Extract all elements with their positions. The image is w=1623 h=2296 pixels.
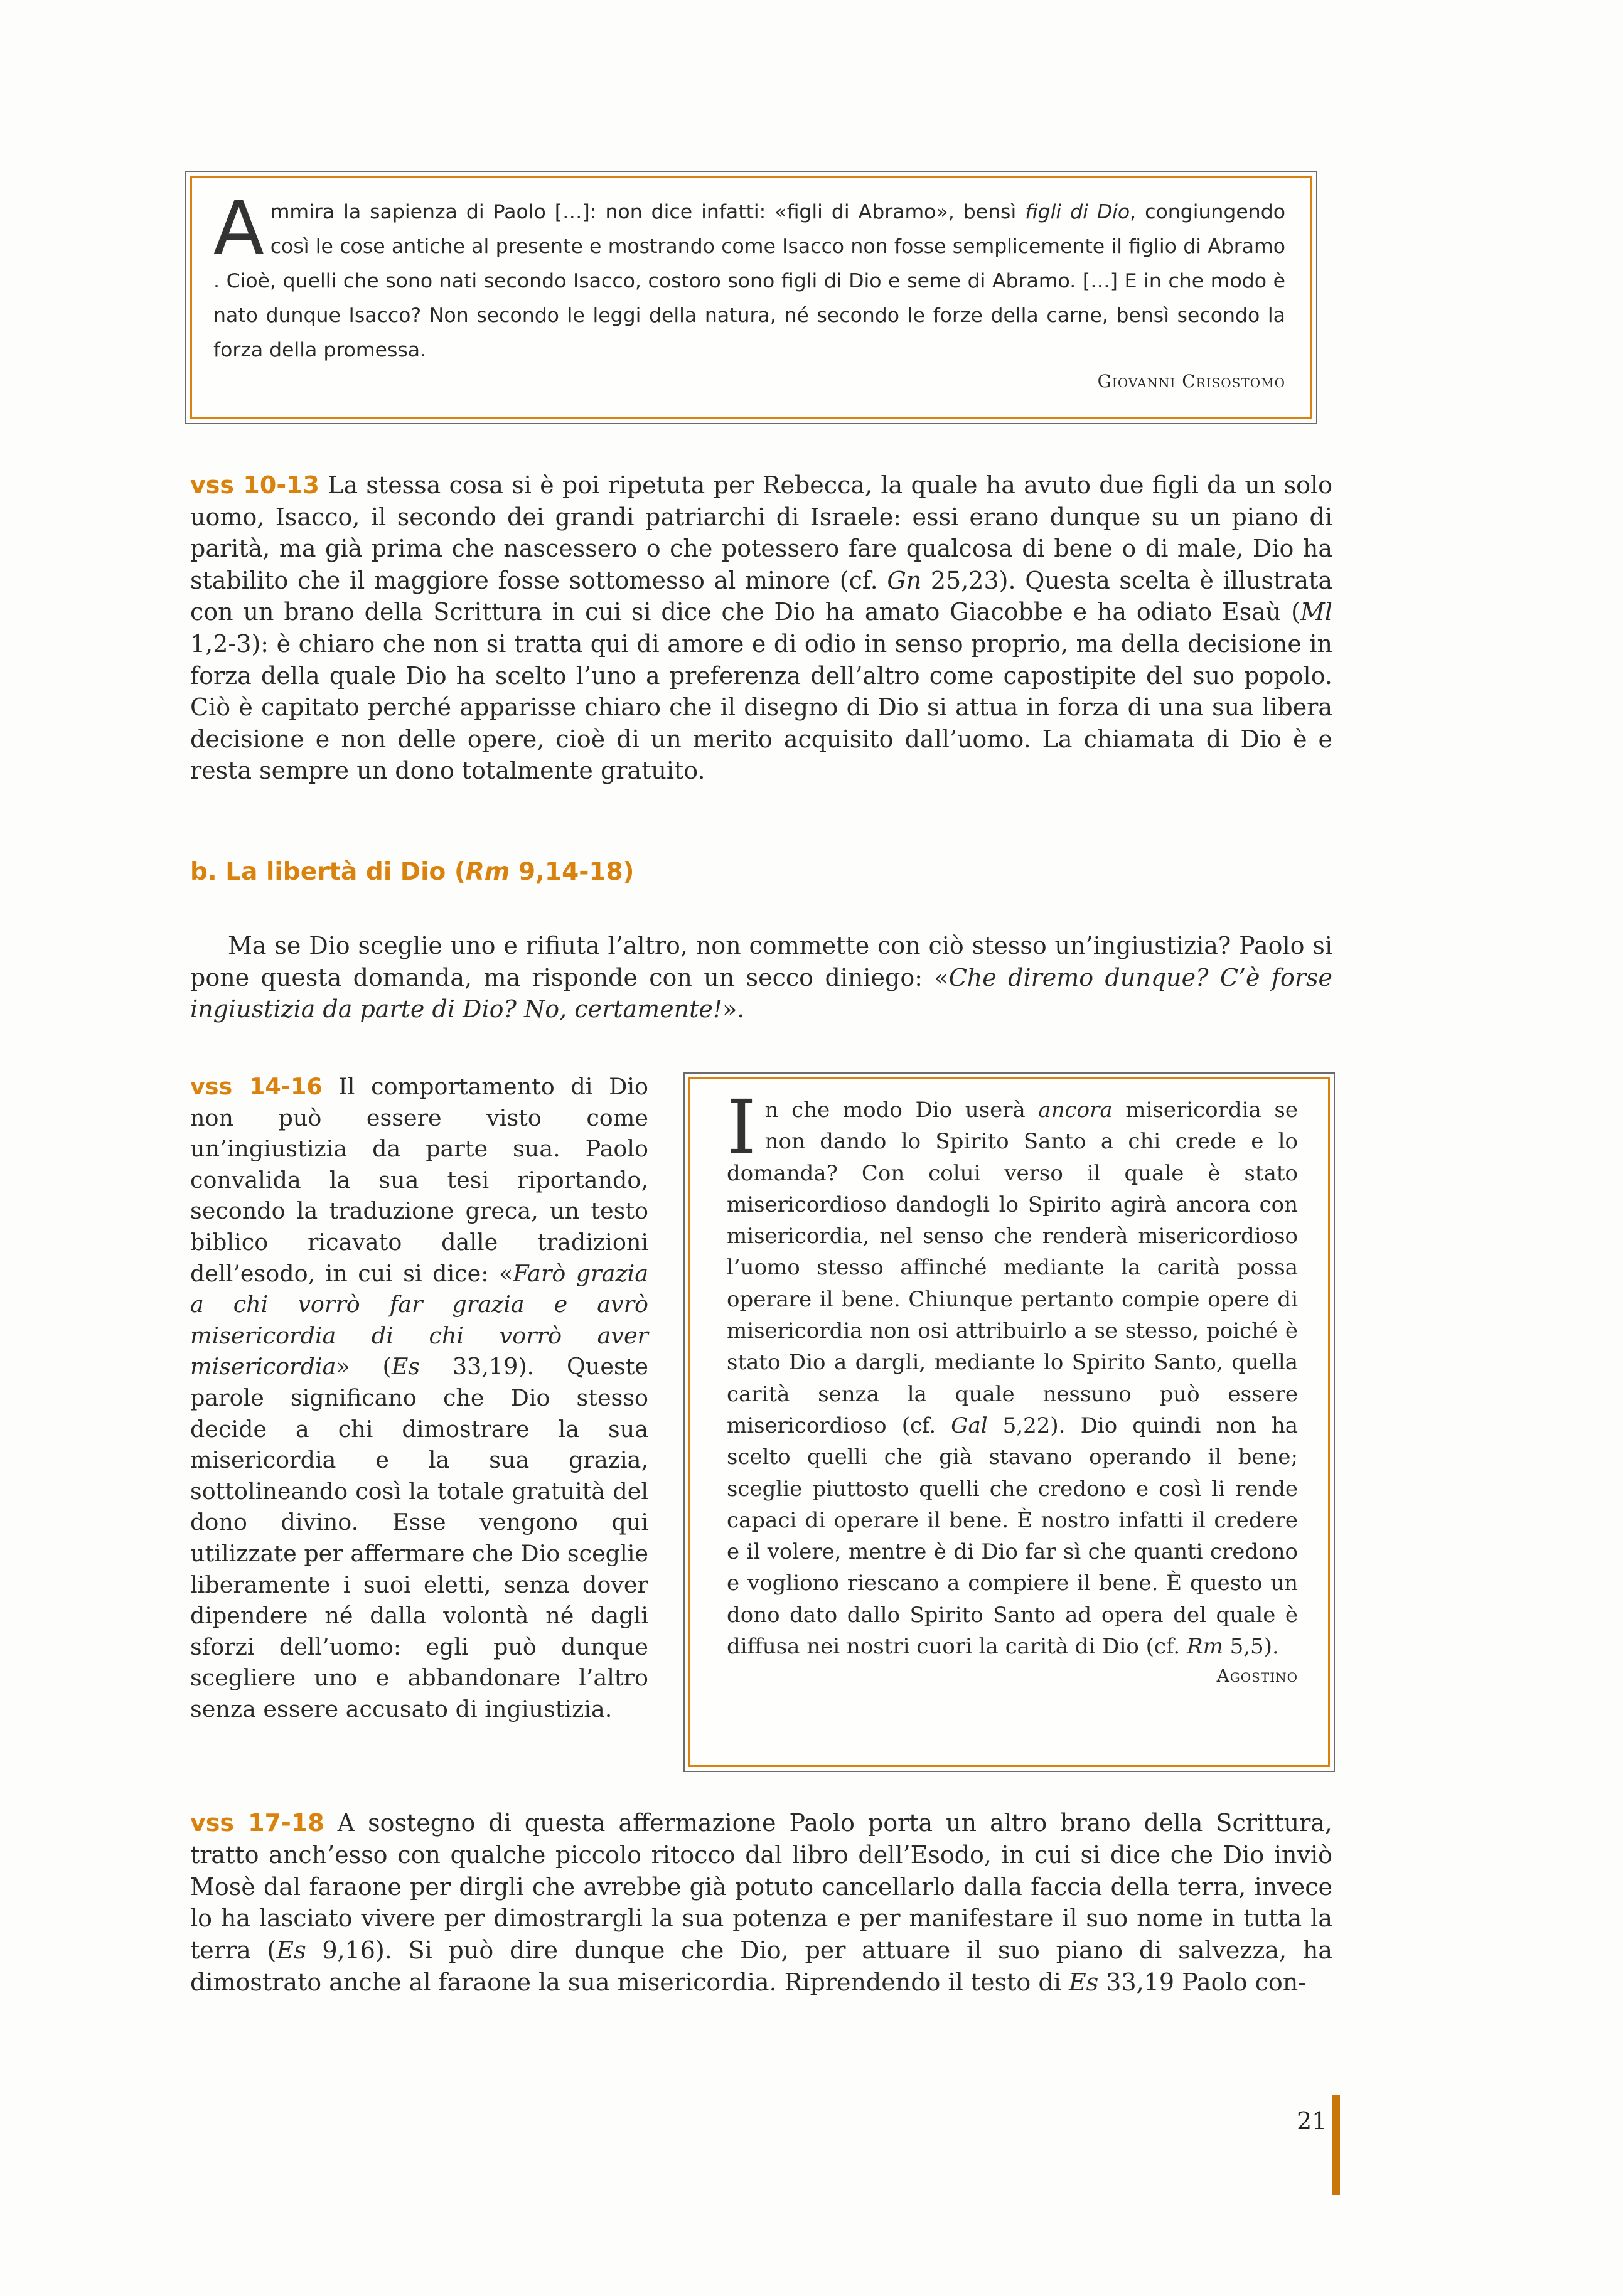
verse-text-14-16: Il comportamento di Dio non può essere visto come un’ingiustizia da parte sua. Paolo convalida la sua tesi riportando, secondo la traduzione greca, un testo biblico ricavato dalle tradizioni dell’esodo, in cui si dice: «Farò grazia a chi vorrò far grazia e avrò misericordia di chi vorrò aver misericordia» (Es 33,19). Queste parole significano che Dio stesso decide a chi dimostrare la sua misericordia e la sua grazia, sottolineando così la totale gratuità del dono divino. Esse vengono qui utilizzate per affermare che Dio sceglie liberamente i suoi eletti, senza dover dipendere né dalla volontà né dagli sforzi dell’uomo: egli può dunque scegliere uno e abbandonare l’altro senza essere accusato di ingiustizia. [190,1073,648,1722]
verse-ref-10-13: vss 10-13 [190,471,319,499]
dropcap-i: I [727,1084,756,1170]
quote-text-agostino: n che modo Dio userà ancora misericordia se non dando lo Spirito Santo a chi crede e lo domanda? Con colui verso il quale è stato misericordioso dandogli lo Spirito agirà ancora con misericordia, nel senso che renderà misericordioso l’uomo stesso affinché mediante la carità possa operare il bene. Chiunque pertanto compie opere di misericordia non osi attribuirlo a se stesso, poiché è stato Dio a dargli, mediante lo Spirito Santo, quella carità senza la quale nessuno può essere misericordioso (cf. Gal 5,22). Dio quindi non ha scelto quelli che già stavano operando il bene; sceglie piuttosto quelli che credono e così li rende capaci di operare il bene. È nostro infatti il credere e il volere, mentre è di Dio far sì che quanti credono e vogliono riescano a compiere il bene. È questo un dono dato dallo Spirito Santo ad opera del quale è diffusa nei nostri cuori la carità di Dio (cf. Rm 5,5). [727,1097,1299,1660]
dropcap-a: A [213,184,264,271]
paragraph-intro-b [190,930,1332,1025]
verse-ref-17-18: vss 17-18 [190,1809,324,1837]
page-edge-bar [1332,2095,1340,2195]
verse-text-10-13: La stessa cosa si è poi ripetuta per Rebecca, la quale ha avuto due figli da un solo uomo, Isacco, il secondo dei grandi patriarchi di Israele: essi erano dunque su un piano di parità, ma già prima che nascessero o che potessero fare qualcosa di bene o di male, Dio ha stabilito che il maggiore fosse sottomesso al minore (cf. Gn 25,23). Questa scelta è illustrata con un brano della Scrittura in cui si dice che Dio ha amato Giacobbe e ha odiato Esaù (Ml 1,2-3): è chiaro che non si tratta qui di amore e di odio in senso proprio, ma della decisione in forza della quale Dio ha scelto l’uno a preferenza dell’altro come capostipite del suo popolo. Ciò è capitato perché apparisse chiaro che il disegno di Dio si attua in forza di una sua libera decisione e non delle opere, cioè di un merito acquisito dall’uomo. La chiamata di Dio è e resta sempre un dono totalmente gratuito. [190,471,1332,785]
quote-text-crisostomo: mmira la sapienza di Paolo […]: non dice infatti: «figli di Abramo», bensì figli di Dio, congiungendo così le cose antiche al presente e mostrando come Isacco non fosse semplicemente il figlio di Abramo . Cioè, quelli che sono nati secondo Isacco, costoro sono figli di Dio e seme di Abramo. […] E in che modo è nato dunque Isacco? Non secondo le leggi della natura, né secondo le forze della carne, bensì secondo la forza della promessa. [213,201,1285,361]
quote-author-agostino: Agostino [1216,1665,1298,1687]
quote-box-agostino [688,1077,1330,1767]
quote-box-crisostomo [190,176,1312,419]
paragraph-vss-14-16 [190,1071,648,1724]
verse-ref-14-16: vss 14-16 [190,1073,323,1100]
page-number: 21 [1297,2107,1327,2135]
verse-text-17-18: A sostegno di questa affermazione Paolo porta un altro brano della Scrittura, tratto anch’esso con qualche piccolo ritocco dal libro dell’Esodo, in cui si dice che Dio inviò Mosè dal faraone per dirgli che avrebbe già potuto cancellarlo dalla faccia della terra, invece lo ha lasciato vivere per dimostrargli la sua potenza e per manifestare il suo nome in tutta la terra (Es 9,16). Si può dire dunque che Dio, per attuare il suo piano di salvezza, ha dimostrato anche al faraone la sua misericordia. Riprendendo il testo di Es 33,19 Paolo con- [190,1809,1332,1996]
intro-text-b: Ma se Dio sceglie uno e rifiuta l’altro, non commette con ciò stesso un’ingiustizia? Paolo si pone questa domanda, ma risponde con un secco diniego: «Che diremo dunque? C’è forse ingiustizia da parte di Dio? No, certamente!». [190,932,1333,1023]
paragraph-vss-10-13 [190,469,1332,787]
paragraph-vss-17-18 [190,1807,1332,1999]
quote-author-crisostomo: Giovanni Crisostomo [1097,371,1285,392]
section-title-b: b. La libertà di Dio (Rm 9,14-18) [190,858,635,886]
